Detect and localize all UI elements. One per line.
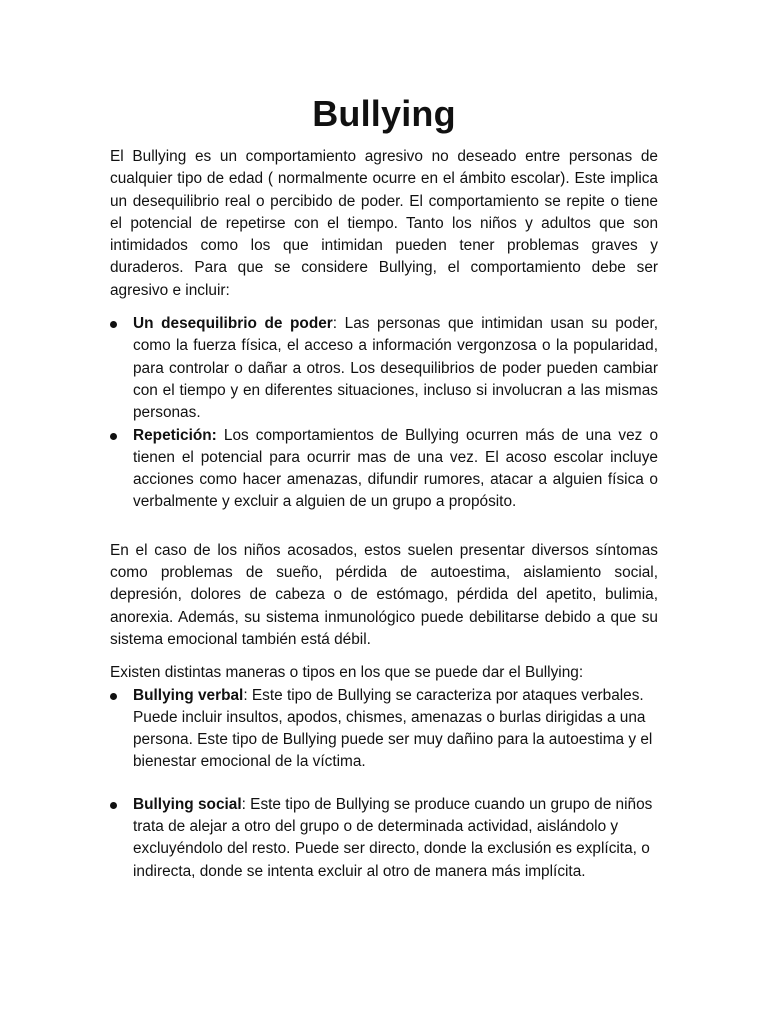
list-item xyxy=(110,794,658,883)
list-item-text: Las personas que intimidan usan su poder, como la fuerza física, el acceso a información vergonzosa o la popularidad, para controlar o dañar a otros. Los desequilibrios de poder pueden cambiar con el tiempo y en diferentes situaciones, incluso si involucran a las mismas personas. xyxy=(133,315,658,422)
list-item-text: : Este tipo de Bullying se produce cuando un grupo de niños trata de alejar a otro del grupo o de determinada actividad, aislándolo y excluyéndolo del resto. Puede ser directo, donde la exclusión es explícita, o indirecta, donde se intenta excluir al otro de manera más implícita. xyxy=(133,795,653,880)
symptoms-paragraph: En el caso de los niños acosados, estos suelen presentar diversos síntomas como problemas de sueño, pérdida de autoestima, aislamiento social, depresión, dolores de cabeza o de estómago, pérdida del apetito, bulimia, anorexia. Además, su sistema inmunológico puede debilitarse debido a que su sistema emocional también está débil. xyxy=(110,541,658,648)
criteria-list xyxy=(110,313,658,514)
intro-paragraph: El Bullying es un comportamiento agresivo no deseado entre personas de cualquier tipo de edad ( normalmente ocurre en el ámbito escolar). Este implica un desequilibrio real o percibido de poder. El comportamiento se repite o tiene el potencial de repetirse con el tiempo. Tanto los niños y adultos que son intimidados como los que intimidan pueden tener problemas graves y duraderos. Para que se considere Bullying, el comportamiento debe ser agresivo e incluir: xyxy=(110,148,658,299)
list-item-text: : Este tipo de Bullying se caracteriza por ataques verbales. Puede incluir insultos, apodos, chismes, amenazas o burlas dirigidas a una persona. Este tipo de Bullying puede ser muy dañino para la autoestima y el bienestar emocional de la víctima. xyxy=(133,686,653,771)
list-item-separator: : xyxy=(332,315,338,333)
types-intro-paragraph: Existen distintas maneras o tipos en los que se puede dar el Bullying: xyxy=(110,664,584,682)
bullet-icon xyxy=(110,321,117,328)
list-item-text: Los comportamientos de Bullying ocurren más de una vez o tienen el potencial para ocurrir mas de una vez. El acoso escolar incluye acciones como hacer amenazas, difundir rumores, atacar a alguien física o verbalmente y excluir a alguien de un grupo a propósito. xyxy=(133,426,658,511)
list-item-term: Bullying verbal xyxy=(133,686,244,704)
types-list xyxy=(110,685,658,883)
bullet-icon xyxy=(110,693,117,700)
page-title: Bullying xyxy=(312,93,456,134)
list-item xyxy=(110,425,658,514)
bullet-icon xyxy=(110,433,117,440)
list-item-term: Un desequilibrio de poder xyxy=(133,315,333,333)
list-item-term: Repetición: xyxy=(133,426,217,444)
list-item-term: Bullying social xyxy=(133,795,242,813)
document-page xyxy=(110,88,658,883)
bullet-icon xyxy=(110,802,117,809)
list-item xyxy=(110,685,658,774)
list-item xyxy=(110,313,658,424)
